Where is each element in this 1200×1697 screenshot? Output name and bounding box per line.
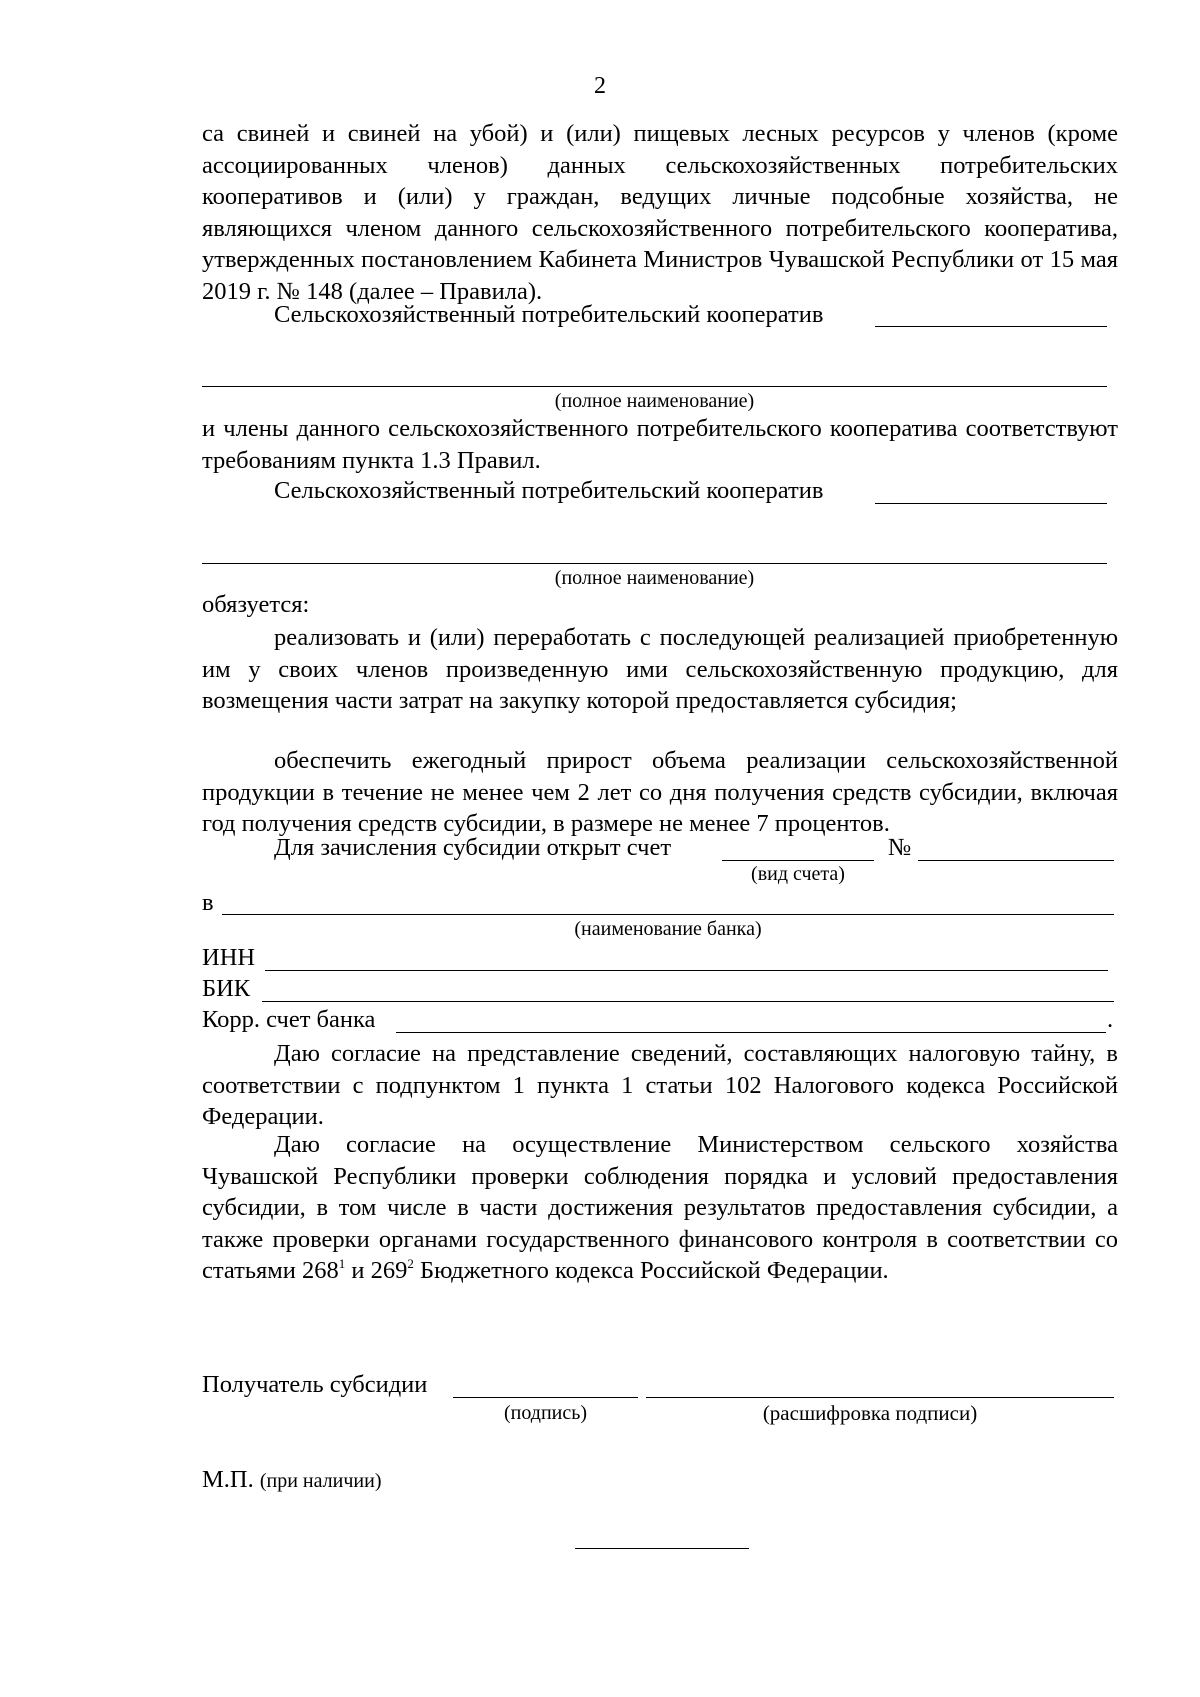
inn-field[interactable] bbox=[265, 970, 1108, 971]
full-name-caption-2: (полное наименование) bbox=[554, 567, 755, 589]
account-number-field[interactable] bbox=[918, 860, 1114, 861]
superscript-2: 2 bbox=[407, 1256, 414, 1271]
obligation-paragraph-1: реализовать и (или) переработать с последующей реализацией приобретенную им у своих членов произведенную ими сельскохозяйственную продукцию, для возмещения части затрат на закупку которой предоставляется субсидия; bbox=[202, 624, 1118, 714]
cooperative-name-field-1b[interactable] bbox=[202, 386, 1107, 387]
corr-account-label: Корр. счет банка bbox=[202, 1006, 376, 1033]
compliance-paragraph: и члены данного сельскохозяйственного потребительского кооператива соответствуют требованиям пункта 1.3 Правил. bbox=[202, 415, 1118, 474]
check-consent-paragraph bbox=[202, 1129, 1118, 1287]
cooperative-label-2: Сельскохозяйственный потребительский кооператив bbox=[274, 477, 824, 504]
account-type-field[interactable] bbox=[722, 860, 874, 861]
number-sign: № bbox=[888, 834, 912, 861]
seal-note: (при наличии) bbox=[259, 1470, 382, 1492]
signature-field[interactable] bbox=[453, 1397, 638, 1398]
seal-label: М.П. bbox=[202, 1466, 254, 1493]
signature-decoding-field[interactable] bbox=[646, 1397, 1114, 1398]
bik-field[interactable] bbox=[262, 1001, 1114, 1002]
corr-account-field[interactable] bbox=[396, 1032, 1106, 1033]
recipient-label: Получатель субсидии bbox=[202, 1371, 428, 1398]
seal-mark bbox=[202, 1465, 382, 1496]
end-divider bbox=[575, 1548, 749, 1549]
check-consent-text-b: и 269 bbox=[345, 1257, 408, 1284]
cooperative-name-field-2a[interactable] bbox=[875, 503, 1107, 504]
account-type-caption: (вид счета) bbox=[751, 863, 845, 885]
bank-prefix: в bbox=[202, 889, 214, 916]
bank-name-caption: (наименование банка) bbox=[574, 918, 762, 940]
obligates-label: обязуется: bbox=[202, 591, 310, 618]
bik-label: БИК bbox=[202, 975, 251, 1002]
corr-account-period: . bbox=[1107, 1006, 1114, 1033]
page-number: 2 bbox=[594, 73, 606, 99]
intro-paragraph: са свиней и свиней на убой) и (или) пищевых лесных ресурсов у членов (кроме ассоциированных членов) данных сельскохозяйственных потребительских кооперативов и (или) у граждан, ведущих личные подсобные хозяйства, не являющихся членом данного сельскохозяйственного потребительского кооператива, утвержденных постановлением Кабинета Министров Чувашской Республики от 15 мая 2019 г. № 148 (далее – Правила). bbox=[202, 120, 1118, 305]
tax-consent-paragraph: Даю согласие на представление сведений, составляющих налоговую тайну, в соответствии с подпунктом 1 пункта 1 статьи 102 Налогового кодекса Российской Федерации. bbox=[202, 1040, 1118, 1130]
cooperative-name-field-1a[interactable] bbox=[875, 326, 1107, 327]
cooperative-label-1: Сельскохозяйственный потребительский кооператив bbox=[274, 301, 824, 328]
superscript-1: 1 bbox=[338, 1256, 346, 1271]
check-consent-text-a: Даю согласие на осуществление Министерством сельского хозяйства Чувашской Республики проверки соблюдения порядка и условий предоставления субсидии, в том числе в части достижения результатов предоставления субсидии, а также проверки органами государственного финансового контроля в соответствии со статьями 268 bbox=[202, 1131, 1118, 1284]
decoding-caption: (расшифровка подписи) bbox=[762, 1401, 978, 1425]
full-name-caption-1: (полное наименование) bbox=[554, 390, 755, 412]
inn-label: ИНН bbox=[202, 944, 256, 971]
cooperative-name-field-2b[interactable] bbox=[202, 563, 1107, 564]
check-consent-text-c: Бюджетного кодекса Российской Федерации. bbox=[413, 1257, 889, 1284]
bank-name-field[interactable] bbox=[222, 914, 1114, 915]
signature-caption: (подпись) bbox=[503, 1402, 588, 1424]
account-label: Для зачисления субсидии открыт счет bbox=[274, 834, 672, 861]
obligation-paragraph-2: обеспечить ежегодный прирост объема реализации сельскохозяйственной продукции в течение не менее чем 2 лет со дня получения средств субсидии, включая год получения средств субсидии, в размере не менее 7 процентов. bbox=[202, 747, 1118, 837]
